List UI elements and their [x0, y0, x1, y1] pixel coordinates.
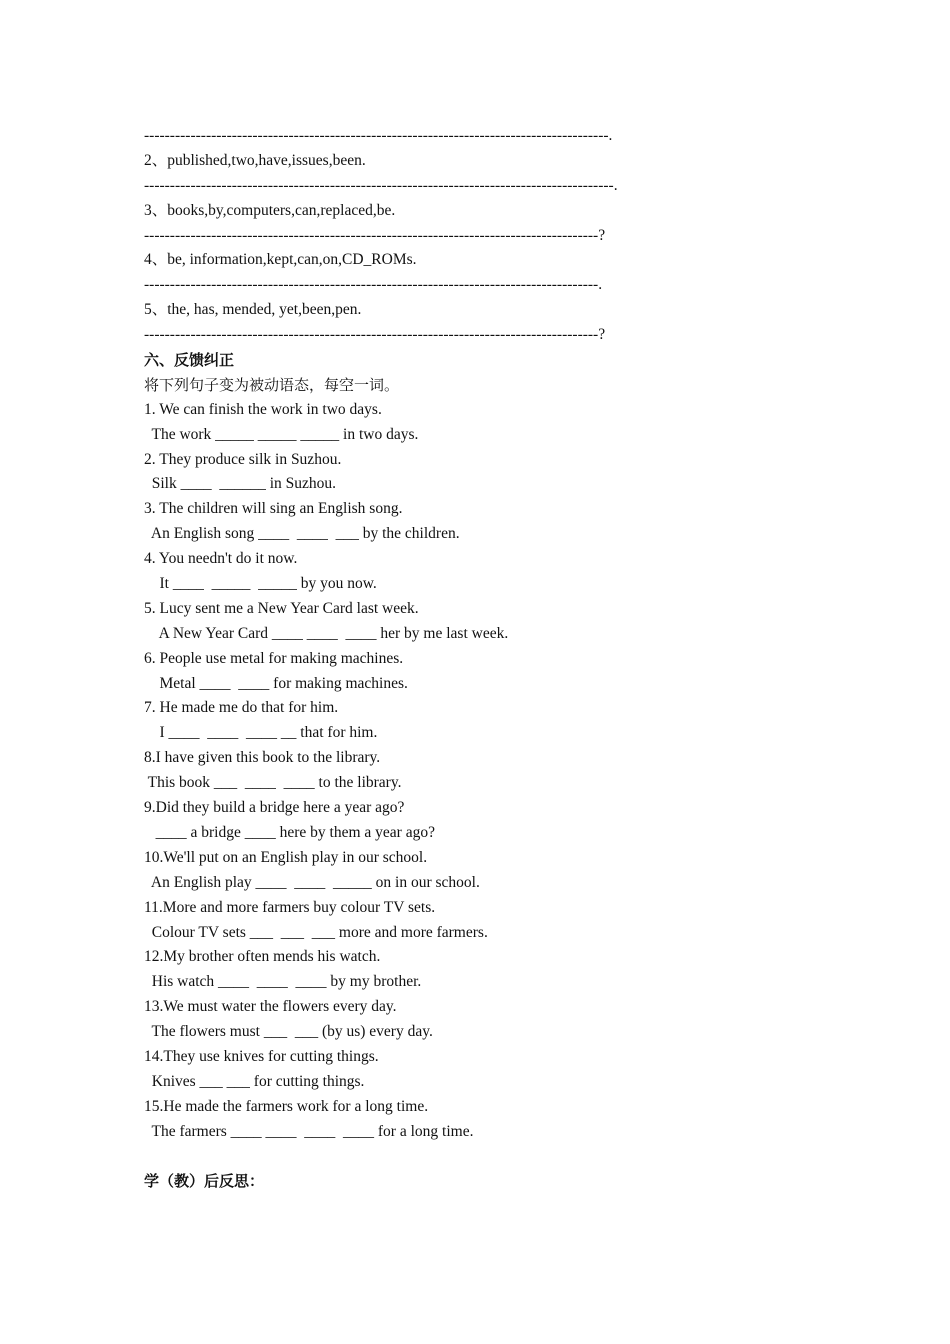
- answer-sentence: The flowers must ___ ___ (by us) every day.: [144, 1023, 433, 1041]
- exercise-prompt: 4、be, information,kept,can,on,CD_ROMs.: [144, 251, 417, 269]
- answer-sentence: Colour TV sets ___ ___ ___ more and more farmers.: [144, 923, 488, 941]
- answer-sentence: The work _____ _____ _____ in two days.: [144, 425, 419, 443]
- document-page: [144, 124, 844, 1194]
- answer-sentence: I ____ ____ ____ __ that for him.: [144, 724, 378, 742]
- answer-sentence: An English song ____ ____ ___ by the children.: [144, 525, 460, 543]
- question-sentence: 3. The children will sing an English song.: [144, 500, 403, 518]
- answer-sentence: The farmers ____ ____ ____ ____ for a long time.: [144, 1122, 474, 1140]
- question-sentence: 13.We must water the flowers every day.: [144, 998, 397, 1016]
- answer-sentence: His watch ____ ____ ____ by my brother.: [144, 973, 422, 991]
- answer-line: ----------------------------------------------------------------------------------------?: [144, 226, 606, 244]
- section-instruction: 将下列句子变为被动语态，每空一词。: [144, 375, 400, 394]
- section-heading: 六、反馈纠正: [144, 351, 235, 370]
- question-sentence: 10.We'll put on an English play in our school.: [144, 848, 428, 866]
- answer-line: ----------------------------------------------------------------------------------------?: [144, 326, 606, 344]
- spacer: [144, 1145, 844, 1170]
- exercise-prompt: 5、the, has, mended, yet,been,pen.: [144, 301, 362, 319]
- exercise-prompt: 3、books,by,computers,can,replaced,be.: [144, 201, 396, 219]
- answer-sentence: A New Year Card ____ ____ ____ her by me last week.: [144, 624, 509, 642]
- answer-sentence: It ____ _____ _____ by you now.: [144, 575, 377, 593]
- question-sentence: 6. People use metal for making machines.: [144, 649, 404, 667]
- question-sentence: 8.I have given this book to the library.: [144, 749, 381, 767]
- question-sentence: 2. They produce silk in Suzhou.: [144, 450, 342, 468]
- question-sentence: 15.He made the farmers work for a long time.: [144, 1097, 429, 1115]
- question-sentence: 9.Did they build a bridge here a year ago?: [144, 799, 405, 817]
- question-sentence: 5. Lucy sent me a New Year Card last week.: [144, 599, 419, 617]
- question-sentence: 12.My brother often mends his watch.: [144, 948, 381, 966]
- question-sentence: 14.They use knives for cutting things.: [144, 1047, 379, 1065]
- answer-sentence: This book ___ ____ ____ to the library.: [144, 774, 402, 792]
- exercise-prompt: 2、published,two,have,issues,been.: [144, 151, 366, 169]
- answer-line: -------------------------------------------------------------------------------------------.: [144, 176, 618, 194]
- reflection-heading: 学（教）后反思：: [144, 1172, 265, 1191]
- answer-line: ------------------------------------------------------------------------------------------.: [144, 127, 613, 144]
- answer-sentence: Knives ___ ___ for cutting things.: [144, 1072, 365, 1090]
- question-sentence: 7. He made me do that for him.: [144, 699, 339, 717]
- question-sentence: 11.More and more farmers buy colour TV sets.: [144, 898, 436, 916]
- answer-sentence: ____ a bridge ____ here by them a year ago?: [144, 823, 435, 841]
- answer-sentence: Metal ____ ____ for making machines.: [144, 674, 408, 692]
- question-sentence: 4. You needn't do it now.: [144, 550, 298, 568]
- answer-sentence: Silk ____ ______ in Suzhou.: [144, 475, 337, 493]
- answer-sentence: An English play ____ ____ _____ on in our school.: [144, 873, 480, 891]
- answer-line: ----------------------------------------------------------------------------------------.: [144, 276, 603, 294]
- question-sentence: 1. We can finish the work in two days.: [144, 400, 382, 418]
